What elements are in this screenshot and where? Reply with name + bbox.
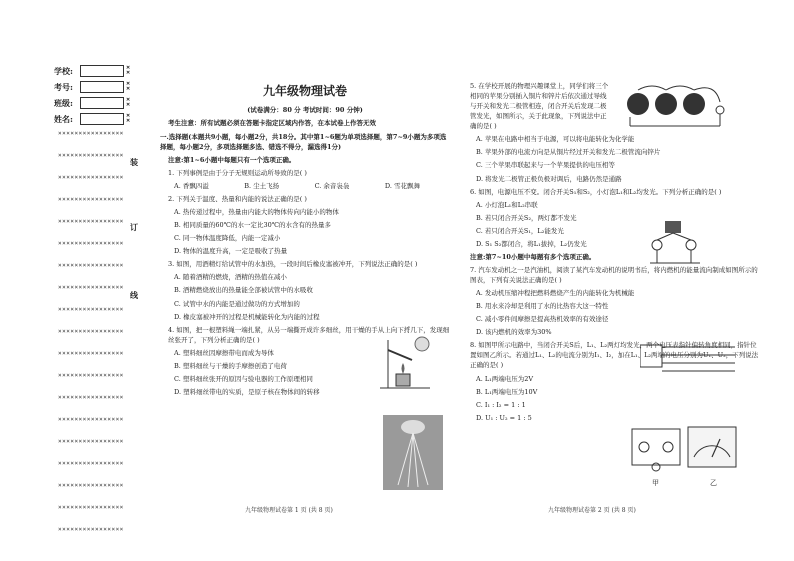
star-mark: ✕✕ bbox=[126, 97, 131, 108]
option: A. 热传递过程中，热量由内能大的物体传向内能小的物体 bbox=[174, 208, 339, 217]
option: D. 物体的温度升高，一定是吸收了热量 bbox=[174, 247, 288, 256]
fig8-label-jia: 甲 bbox=[652, 479, 659, 487]
option: A. 苹果在电路中相当于电源，可以将电能转化为化学能 bbox=[476, 135, 635, 144]
name-row bbox=[54, 112, 134, 126]
energy-flow-figure bbox=[640, 335, 740, 377]
exam-subtitle: (试卷满分：80 分 考试时间：90 分钟) bbox=[247, 105, 363, 114]
question-2: 2. 下列关于温度、热量和内能的说法正确的是( ) bbox=[168, 195, 307, 204]
option: B. L₁两端电压为10V bbox=[476, 387, 538, 396]
exam-page: 学校: ✕✕ 考号: ✕✕ 班级: ✕✕ 姓名: ✕✕ ×××××××××××××××× ×××××××××××××××× ×××××××××××××××× ×××××××××××××××× ×××××××××××××××× ×××××××××××××××× ×××××××××××××××× ×××××××××××××××× ×××××××××××××××× ×××××××××××××××× ×××××××××××××××× ×××××××××××××××× ×××××××××××××××× ×××××××××××××××× ×××××××××××××××× ×××××××××××××××× ×××××××××××××××× ×××××××××××××××× ×××××××××××××××× 装 订 线 九年级物理试卷 (试卷满分：80 分 考试时间：90 分钟) 考生注意：所有试题必须在答题卡指定区域内作答，在本试卷上作答无效 一.选择题(本题共9小题，每小题2分，共18分。其中第1~6题为单项选择题，第7~9小题为多项选择题，每小题2分，多项选择题多选、错选不得分，漏选得1分) 注意:第1~6小题中每题只有一个选项正确。 1. 下列事例是由于分子无规则运动所导致的是( ) A. 香飘四溢 B. 尘土飞扬 C. 余音袅袅 D. 雪花飘舞 2. 下列关于温度、热量和内能的说法正确的是( ) A. 热传递过程中，热量由内能大的物体传向内能小的物体 B. 相同质量的60℃的水一定比30℃的水含有的热量多 C. 同一物体温度降低，内能一定减小 D. 物体的温度升高，一定是吸收了热量 3. 如图，用酒精灯给试管中的水加热，一段时间后橡皮塞被冲开，下列说法正确的是( ) A. 随着酒精的燃烧，酒精的热值在减小 B. 酒精燃烧放出的热量能全部被试管中的水吸收 C. 试管中水的内能是通过做功的方式增加的 D. 橡皮塞被冲开的过程是机械能转化为内能的过程 4. 如图，把一根塑料绳一端扎紧，从另一端撕开成许多细丝，用干燥的手从上向下捋几下，发现细丝张开了，下列分析正确的是( ) A. 塑料细丝因摩擦带电而成为导体 B. 塑料细丝与干燥的手摩擦创造了电荷 C. 塑料细丝张开的原因与验电器的工作原理相同 D. 塑料细丝带电的实质，是原子核在物体间的转移 九年级物理试卷第 1 页 (共 8 页) 5. 在学校开展的物理兴趣课堂上，同学们将三个相同的苹果分别插入铜片和锌片后依次通过导线与开关和发光二极管相连，闭合开关后发现二极管发光，如图所示，关于此现象，下列说法中正确的是( ) A. 苹果在电路中相当于电源，可以将电能转化为化学能 B. 苹果外部的电流方向是从铜片经过开关和发光二极管流向锌片 C. 三个苹果串联起来与一个苹果提供的电压相等 D. 将发光二极管正极负极对调后，电路仍然是通路 6. 如图，电源电压不变。闭合开关S₁和S₂，小灯泡L₁和L₂均发光。下列分析正确的是( ) A. 小灯泡L₁和L₂串联 B. 若只闭合开关S₂，两灯都不发光 C. 若只闭合开关S₁，L₂能发光 D. S₁ S₂都闭合，将L₁拔掉，L₂仍发光 注意:第7~10小题中每题有多个选项正确。 7. 汽车发动机之一是汽油机，阅读了某汽车发动机的说明书后，将内燃机的能量流向制成如图所示的图表，下列有关说法正确的是( ) A. 发动机压缩冲程把燃料燃烧产生的内能转化为机械能 B. 用水来冷却是利用了水的比热容大这一特性 C. 减小零件间摩擦是提高热机效率的有效途径 D. 该内燃机的效率为30% 8. 如图甲所示电路中，当闭合开关S后，L₁、L₂两灯均发光，两个电压表指针偏转角度相同，指针位置如图乙所示。若通过L₁、L₂的电流分别为I₁、I₂，加在L₁、L₂两端的电压分别为U₁、U₂，下列说法正确的是( ) A. L₁两端电压为2V B. L₁两端电压为10V C. I₁ : I₂ = 1 : 1 D. U₁ : U₂ = 1 : 5 甲 乙 九年级物理试卷第 2 页 (共 8 页) bbox=[0, 0, 794, 561]
option: A. 发动机压缩冲程把燃料燃烧产生的内能转化为机械能 bbox=[476, 289, 635, 298]
lamp-circuit-figure bbox=[645, 215, 705, 275]
fig8-label-yi: 乙 bbox=[710, 479, 717, 487]
option: C. 余音袅袅 bbox=[314, 181, 350, 190]
side-word-xian: 线 bbox=[130, 290, 138, 300]
option: D. U₁ : U₂ = 1 : 5 bbox=[476, 413, 532, 422]
class-label: 班级: bbox=[54, 97, 73, 108]
star-mark: ✕✕ bbox=[126, 113, 131, 124]
examno-field[interactable] bbox=[80, 81, 124, 93]
option: C. 试管中水的内能是通过做功的方式增加的 bbox=[174, 299, 300, 308]
option: B. 相同质量的60℃的水一定比30℃的水含有的热量多 bbox=[174, 221, 331, 230]
plastic-strands-figure bbox=[383, 415, 443, 490]
question-1: 1. 下列事例是由于分子无规则运动所导致的是( ) bbox=[168, 168, 307, 177]
page-footer-left: 九年级物理试卷第 1 页 (共 8 页) bbox=[245, 507, 333, 514]
option: C. 同一物体温度降低，内能一定减小 bbox=[174, 234, 281, 243]
star-mark: ✕✕ bbox=[126, 65, 131, 76]
apple-battery-figure bbox=[620, 82, 738, 132]
option: B. 塑料细丝与干燥的手摩擦创造了电荷 bbox=[174, 361, 287, 370]
single-choice-note: 注意:第1~6小题中每题只有一个选项正确。 bbox=[168, 155, 296, 164]
name-field[interactable] bbox=[80, 113, 124, 125]
alcohol-lamp-figure bbox=[370, 330, 435, 390]
question-5: 5. 在学校开展的物理兴趣课堂上，同学们将三个相同的苹果分别插入铜片和锌片后依次通过导线与开关和发光二极管相连，闭合开关后发现二极管发光，如图所示，关于此现象，下列说法中正确的是( ) bbox=[470, 82, 609, 131]
option: A. L₁两端电压为2V bbox=[476, 374, 534, 383]
examno-label: 考号: bbox=[54, 81, 73, 92]
option: D. S₁ S₂都闭合，将L₁拔掉，L₂仍发光 bbox=[476, 239, 587, 248]
option: B. 苹果外部的电流方向是从铜片经过开关和发光二极管流向锌片 bbox=[476, 148, 661, 157]
option: C. 三个苹果串联起来与一个苹果提供的电压相等 bbox=[476, 161, 615, 170]
option: A. 随着酒精的燃烧，酒精的热值在减小 bbox=[174, 273, 287, 282]
question-4: 4. 如图，把一根塑料绳一端扎紧，从另一端撕开成许多细丝，用干燥的手从上向下捋几下，发现细丝张开了，下列分析正确的是( ) bbox=[168, 325, 450, 344]
side-word-ding: 订 bbox=[130, 222, 138, 232]
option: D. 橡皮塞被冲开的过程是机械能转化为内能的过程 bbox=[174, 312, 320, 321]
notice: 考生注意：所有试题必须在答题卡指定区域内作答，在本试卷上作答无效 bbox=[168, 118, 376, 127]
option: B. 用水来冷却是利用了水的比热容大这一特性 bbox=[476, 302, 609, 311]
option: D. 塑料细丝带电的实质，是原子核在物体间的转移 bbox=[174, 387, 320, 396]
multi-choice-note: 注意:第7~10小题中每题有多个选项正确。 bbox=[470, 252, 596, 261]
school-row bbox=[54, 64, 134, 78]
examno-row bbox=[54, 80, 134, 94]
page-footer-right: 九年级物理试卷第 2 页 (共 8 页) bbox=[548, 507, 636, 514]
option: A. 小灯泡L₁和L₂串联 bbox=[476, 200, 538, 209]
option: B. 尘土飞扬 bbox=[244, 181, 280, 190]
section-1-heading: 一.选择题(本题共9小题，每小题2分，共18分。其中第1~6题为单项选择题，第7~9小题为多项选择题，每小题2分，多项选择题多选、错选不得分，漏选得1分) bbox=[160, 132, 447, 151]
name-label: 姓名: bbox=[54, 113, 73, 124]
option: B. 酒精燃烧放出的热量能全部被试管中的水吸收 bbox=[174, 286, 313, 295]
option: D. 将发光二极管正极负极对调后，电路仍然是通路 bbox=[476, 174, 622, 183]
class-row bbox=[54, 96, 134, 110]
option: C. 塑料细丝张开的原因与验电器的工作原理相同 bbox=[174, 374, 313, 383]
exam-title: 九年级物理试卷 bbox=[262, 84, 347, 98]
option: C. 减小零件间摩擦是提高热机效率的有效途径 bbox=[476, 315, 609, 324]
question-7: 7. 汽车发动机之一是汽油机，阅读了某汽车发动机的说明书后，将内燃机的能量流向制成如图所示的图表，下列有关说法正确的是( ) bbox=[470, 265, 758, 284]
option: D. 该内燃机的效率为30% bbox=[476, 328, 552, 337]
option: A. 塑料细丝因摩擦带电而成为导体 bbox=[174, 348, 274, 357]
question-1-options bbox=[160, 181, 420, 191]
option: C. 若只闭合开关S₁，L₂能发光 bbox=[476, 226, 564, 235]
option: C. I₁ : I₂ = 1 : 1 bbox=[476, 400, 526, 409]
question-6: 6. 如图，电源电压不变。闭合开关S₁和S₂，小灯泡L₁和L₂均发光。下列分析正确的是( ) bbox=[470, 187, 722, 196]
option: A. 香飘四溢 bbox=[174, 181, 209, 190]
option: D. 雪花飘舞 bbox=[384, 181, 420, 190]
question-8: 8. 如图甲所示电路中，当闭合开关S后，L₁、L₂两灯均发光，两个电压表指针偏转角度相同，指针位置如图乙所示。若通过L₁、L₂的电流分别为I₁、I₂，加在L₁、L₂两端的电压分别为U₁、U₂，下列说法正确的是( ) bbox=[470, 341, 759, 370]
class-field[interactable] bbox=[80, 97, 124, 109]
school-field[interactable] bbox=[80, 65, 124, 77]
school-label: 学校: bbox=[54, 65, 73, 76]
question-3: 3. 如图，用酒精灯给试管中的水加热，一段时间后橡皮塞被冲开，下列说法正确的是( ) bbox=[168, 260, 418, 269]
voltmeter-figure bbox=[630, 423, 740, 485]
option: B. 若只闭合开关S₂，两灯都不发光 bbox=[476, 213, 577, 222]
star-mark: ✕✕ bbox=[126, 81, 131, 92]
side-word-zhuang: 装 bbox=[130, 157, 138, 167]
